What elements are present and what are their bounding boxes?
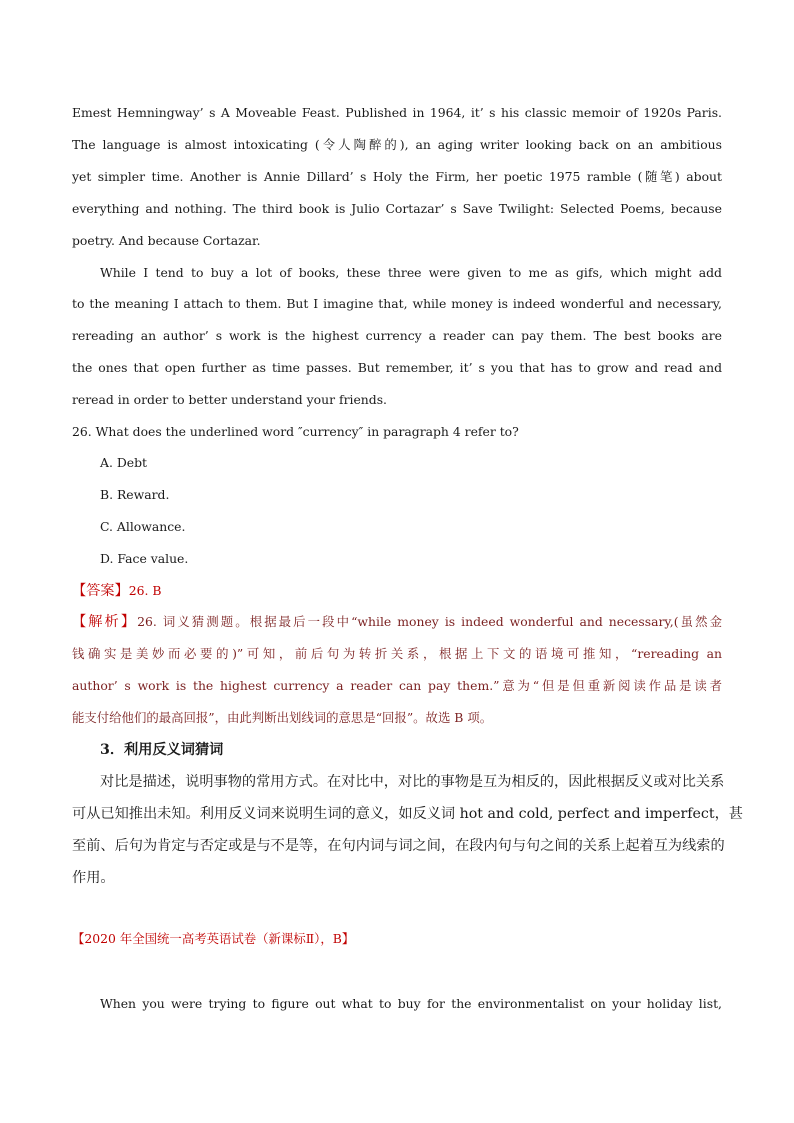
analysis-text: 26. 词义猜测题。根据最后一段中“while money is indeed wonderful and necessary,(虽然金 bbox=[137, 614, 722, 629]
passage-line: The language is almost intoxicating (令人陶醉的), an aging writer looking back on an ambitious bbox=[72, 137, 722, 152]
answer-line bbox=[72, 582, 722, 600]
analysis-line: 能支付给他们的最高回报”，由此判断出划线词的意思是“回报”。故选 B 项。 bbox=[72, 710, 493, 725]
question-stem: 26. What does the underlined word ″currency″ in paragraph 4 refer to? bbox=[72, 424, 519, 439]
analysis-line bbox=[72, 613, 722, 631]
paragraph-4-line: reread in order to better understand your friends. bbox=[72, 392, 387, 407]
option-a: A. Debt bbox=[100, 455, 148, 470]
passage-line: poetry. And because Cortazar. bbox=[72, 233, 261, 248]
analysis-line: author’ s work is the highest currency a reader can pay them.”意为“但是但重新阅读作品是读者 bbox=[72, 678, 722, 693]
next-passage-line: When you were trying to figure out what to buy for the environmentalist on your holiday list, bbox=[100, 996, 722, 1011]
analysis-label: 【解析】 bbox=[72, 614, 138, 630]
answer-value: 26. B bbox=[128, 583, 162, 598]
section-line: 至前、后句为肯定与否定或是与不是等，在句内词与词之间，在段内句与句之间的关系上起着互为线索的 bbox=[72, 838, 725, 854]
passage-line: Emest Hemningway’ s A Moveable Feast. Published in 1964, it’ s his classic memoir of 1920s Paris. bbox=[72, 105, 722, 120]
section-heading: 3．利用反义词猜词 bbox=[100, 742, 224, 758]
option-b: B. Reward. bbox=[100, 487, 170, 502]
passage-line: yet simpler time. Another is Annie Dillard’ s Holy the Firm, her poetic 1975 ramble (随笔) about bbox=[72, 169, 722, 184]
section-line: 对比是描述，说明事物的常用方式。在对比中，对比的事物是互为相反的，因此根据反义或对比关系 bbox=[100, 774, 725, 790]
answer-label: 【答案】 bbox=[72, 583, 129, 599]
option-d: D. Face value. bbox=[100, 551, 189, 566]
paragraph-4-line: to the meaning I attach to them. But I imagine that, while money is indeed wonderful and necessary, bbox=[72, 296, 722, 311]
paragraph-4-line: the ones that open further as time passes. But remember, it’ s you that has to grow and read and bbox=[72, 360, 722, 375]
analysis-line: 钱确实是美妙而必要的)”可知，前后句为转折关系，根据上下文的语境可推知，“rereading an bbox=[72, 646, 722, 661]
paragraph-4-line: rereading an author’ s work is the highest currency a reader can pay them. The best books are bbox=[72, 328, 722, 343]
source-tag: 【2020 年全国统一高考英语试卷（新课标Ⅱ），B】 bbox=[72, 931, 355, 946]
paragraph-4-line: While I tend to buy a lot of books, these three were given to me as gifs, which might add bbox=[100, 265, 722, 280]
section-line: 作用。 bbox=[72, 870, 115, 886]
option-c: C. Allowance. bbox=[100, 519, 186, 534]
passage-line: everything and nothing. The third book is Julio Cortazar’ s Save Twilight: Selected Poems, because bbox=[72, 201, 722, 216]
section-line: 可从已知推出未知。利用反义词来说明生词的意义，如反义词 hot and cold, perfect and imperfect，甚 bbox=[72, 806, 743, 822]
